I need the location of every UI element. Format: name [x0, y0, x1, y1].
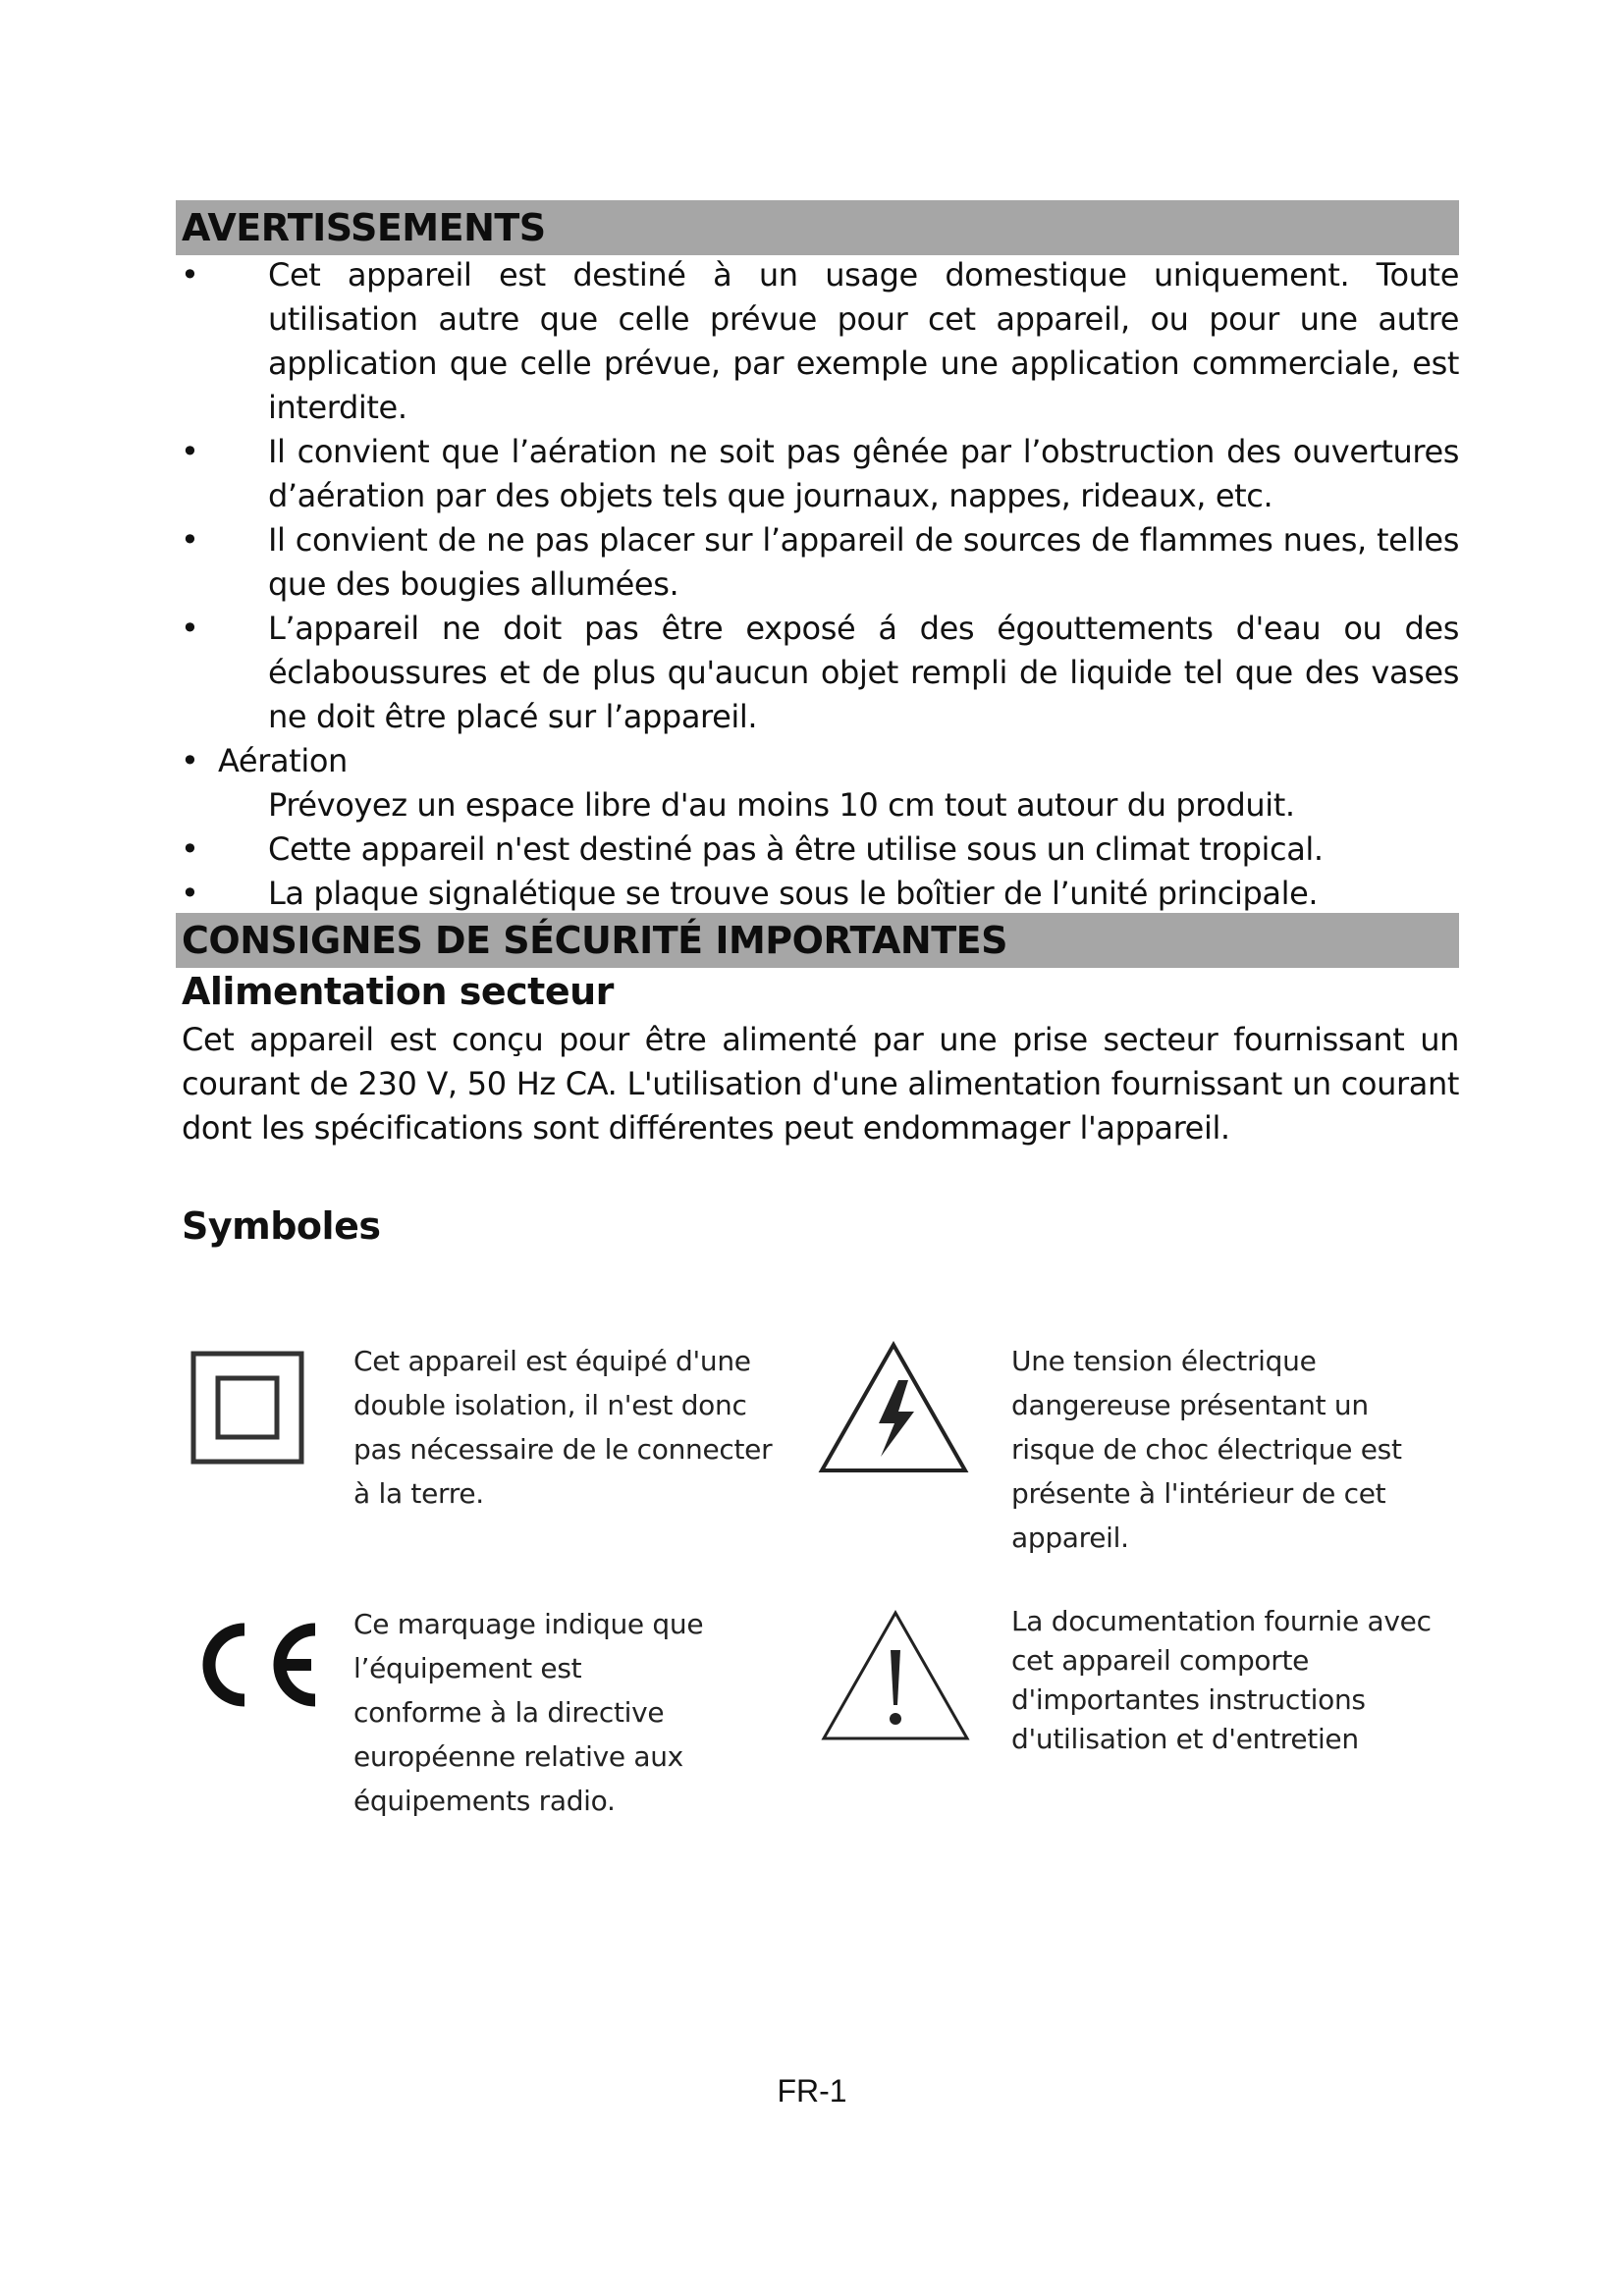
- bullet-icon: •: [181, 521, 199, 559]
- text-line: La documentation fournie avec: [1011, 1605, 1432, 1637]
- power-heading: Alimentation secteur: [182, 970, 614, 1013]
- warning-icon: [820, 1609, 971, 1742]
- text-line: européenne relative aux: [353, 1740, 683, 1773]
- list-item: [176, 828, 1459, 872]
- list-item: [176, 872, 1459, 916]
- aeration-text: Prévoyez un espace libre d'au moins 10 cm tout autour du produit.: [268, 786, 1295, 824]
- text-line: Une tension électrique: [1011, 1345, 1317, 1377]
- bullet-icon: •: [181, 875, 199, 912]
- page-number: FR-1: [777, 2073, 847, 2109]
- list-item: [176, 518, 1459, 607]
- list-item-text: Il convient de ne pas placer sur l’appareil de sources de flammes nues, telles que des bougies allumées.: [268, 521, 1459, 603]
- text-line: dangereuse présentant un: [1011, 1389, 1369, 1421]
- bullet-icon: •: [181, 830, 199, 868]
- power-paragraph: Cet appareil est conçu pour être alimenté par une prise secteur fournissant un courant de 230 V, 50 Hz CA. L'utilisation d'une alimentation fournissant un courant dont les spécifications sont différentes peut endommager l'appareil.: [182, 1021, 1459, 1147]
- list-item-text: Cet appareil est destiné à un usage domestique uniquement. Toute utilisation autre que celle prévue pour cet appareil, ou pour une autre application que celle prévue, par exemple une application commerciale, est interdite.: [268, 256, 1459, 426]
- list-item: [176, 253, 1459, 430]
- text-line: conforme à la directive: [353, 1696, 665, 1729]
- bullet-icon: •: [181, 742, 199, 779]
- safety-header: CONSIGNES DE SÉCURITÉ IMPORTANTES: [176, 913, 1459, 968]
- electric-shock-text: [1011, 1339, 1443, 1560]
- list-item-text: La plaque signalétique se trouve sous le boîtier de l’unité principale.: [268, 875, 1319, 912]
- list-item-text: Cette appareil n'est destiné pas à être utilise sous un climat tropical.: [268, 830, 1324, 868]
- text-line: cet appareil comporte: [1011, 1644, 1310, 1677]
- text-line: d'importantes instructions: [1011, 1683, 1366, 1716]
- ce-mark-text: [353, 1602, 785, 1823]
- list-item-text: L’appareil ne doit pas être exposé á des égouttements d'eau ou des éclaboussures et de plus qu'aucun objet rempli de liquide tel que des vases ne doit être placé sur l’appareil.: [268, 610, 1459, 735]
- double-insulation-text: [353, 1339, 785, 1516]
- text-line: équipements radio.: [353, 1785, 616, 1817]
- list-item-text: Il convient que l’aération ne soit pas gênée par l’obstruction des ouvertures d’aération par des objets tels que journaux, nappes, rideaux, etc.: [268, 433, 1459, 514]
- double-insulation-icon: [190, 1351, 304, 1465]
- bullet-icon: •: [181, 433, 199, 470]
- text-line: risque de choc électrique est: [1011, 1433, 1402, 1466]
- text-line: pas nécessaire de le connecter: [353, 1433, 773, 1466]
- bullet-icon: •: [181, 610, 199, 647]
- symbols-heading: Symboles: [182, 1204, 381, 1248]
- list-item: [176, 607, 1459, 739]
- bullet-icon: •: [181, 256, 199, 294]
- list-item: [176, 430, 1459, 518]
- text-line: l’équipement est: [353, 1652, 582, 1684]
- ce-mark-icon: [191, 1618, 325, 1712]
- warnings-list: [176, 253, 1459, 916]
- text-line: à la terre.: [353, 1477, 484, 1510]
- text-line: présente à l'intérieur de cet: [1011, 1477, 1386, 1510]
- text-line: double isolation, il n'est donc: [353, 1389, 747, 1421]
- warnings-header: AVERTISSEMENTS: [176, 200, 1459, 255]
- documentation-text: [1011, 1602, 1453, 1759]
- electric-shock-icon: [818, 1341, 969, 1474]
- text-line: d'utilisation et d'entretien: [1011, 1723, 1359, 1755]
- text-line: appareil.: [1011, 1522, 1129, 1554]
- aeration-label: Aération: [218, 742, 348, 779]
- text-line: Ce marquage indique que: [353, 1608, 704, 1640]
- text-line: Cet appareil est équipé d'une: [353, 1345, 751, 1377]
- list-item-aeration: [176, 739, 1459, 828]
